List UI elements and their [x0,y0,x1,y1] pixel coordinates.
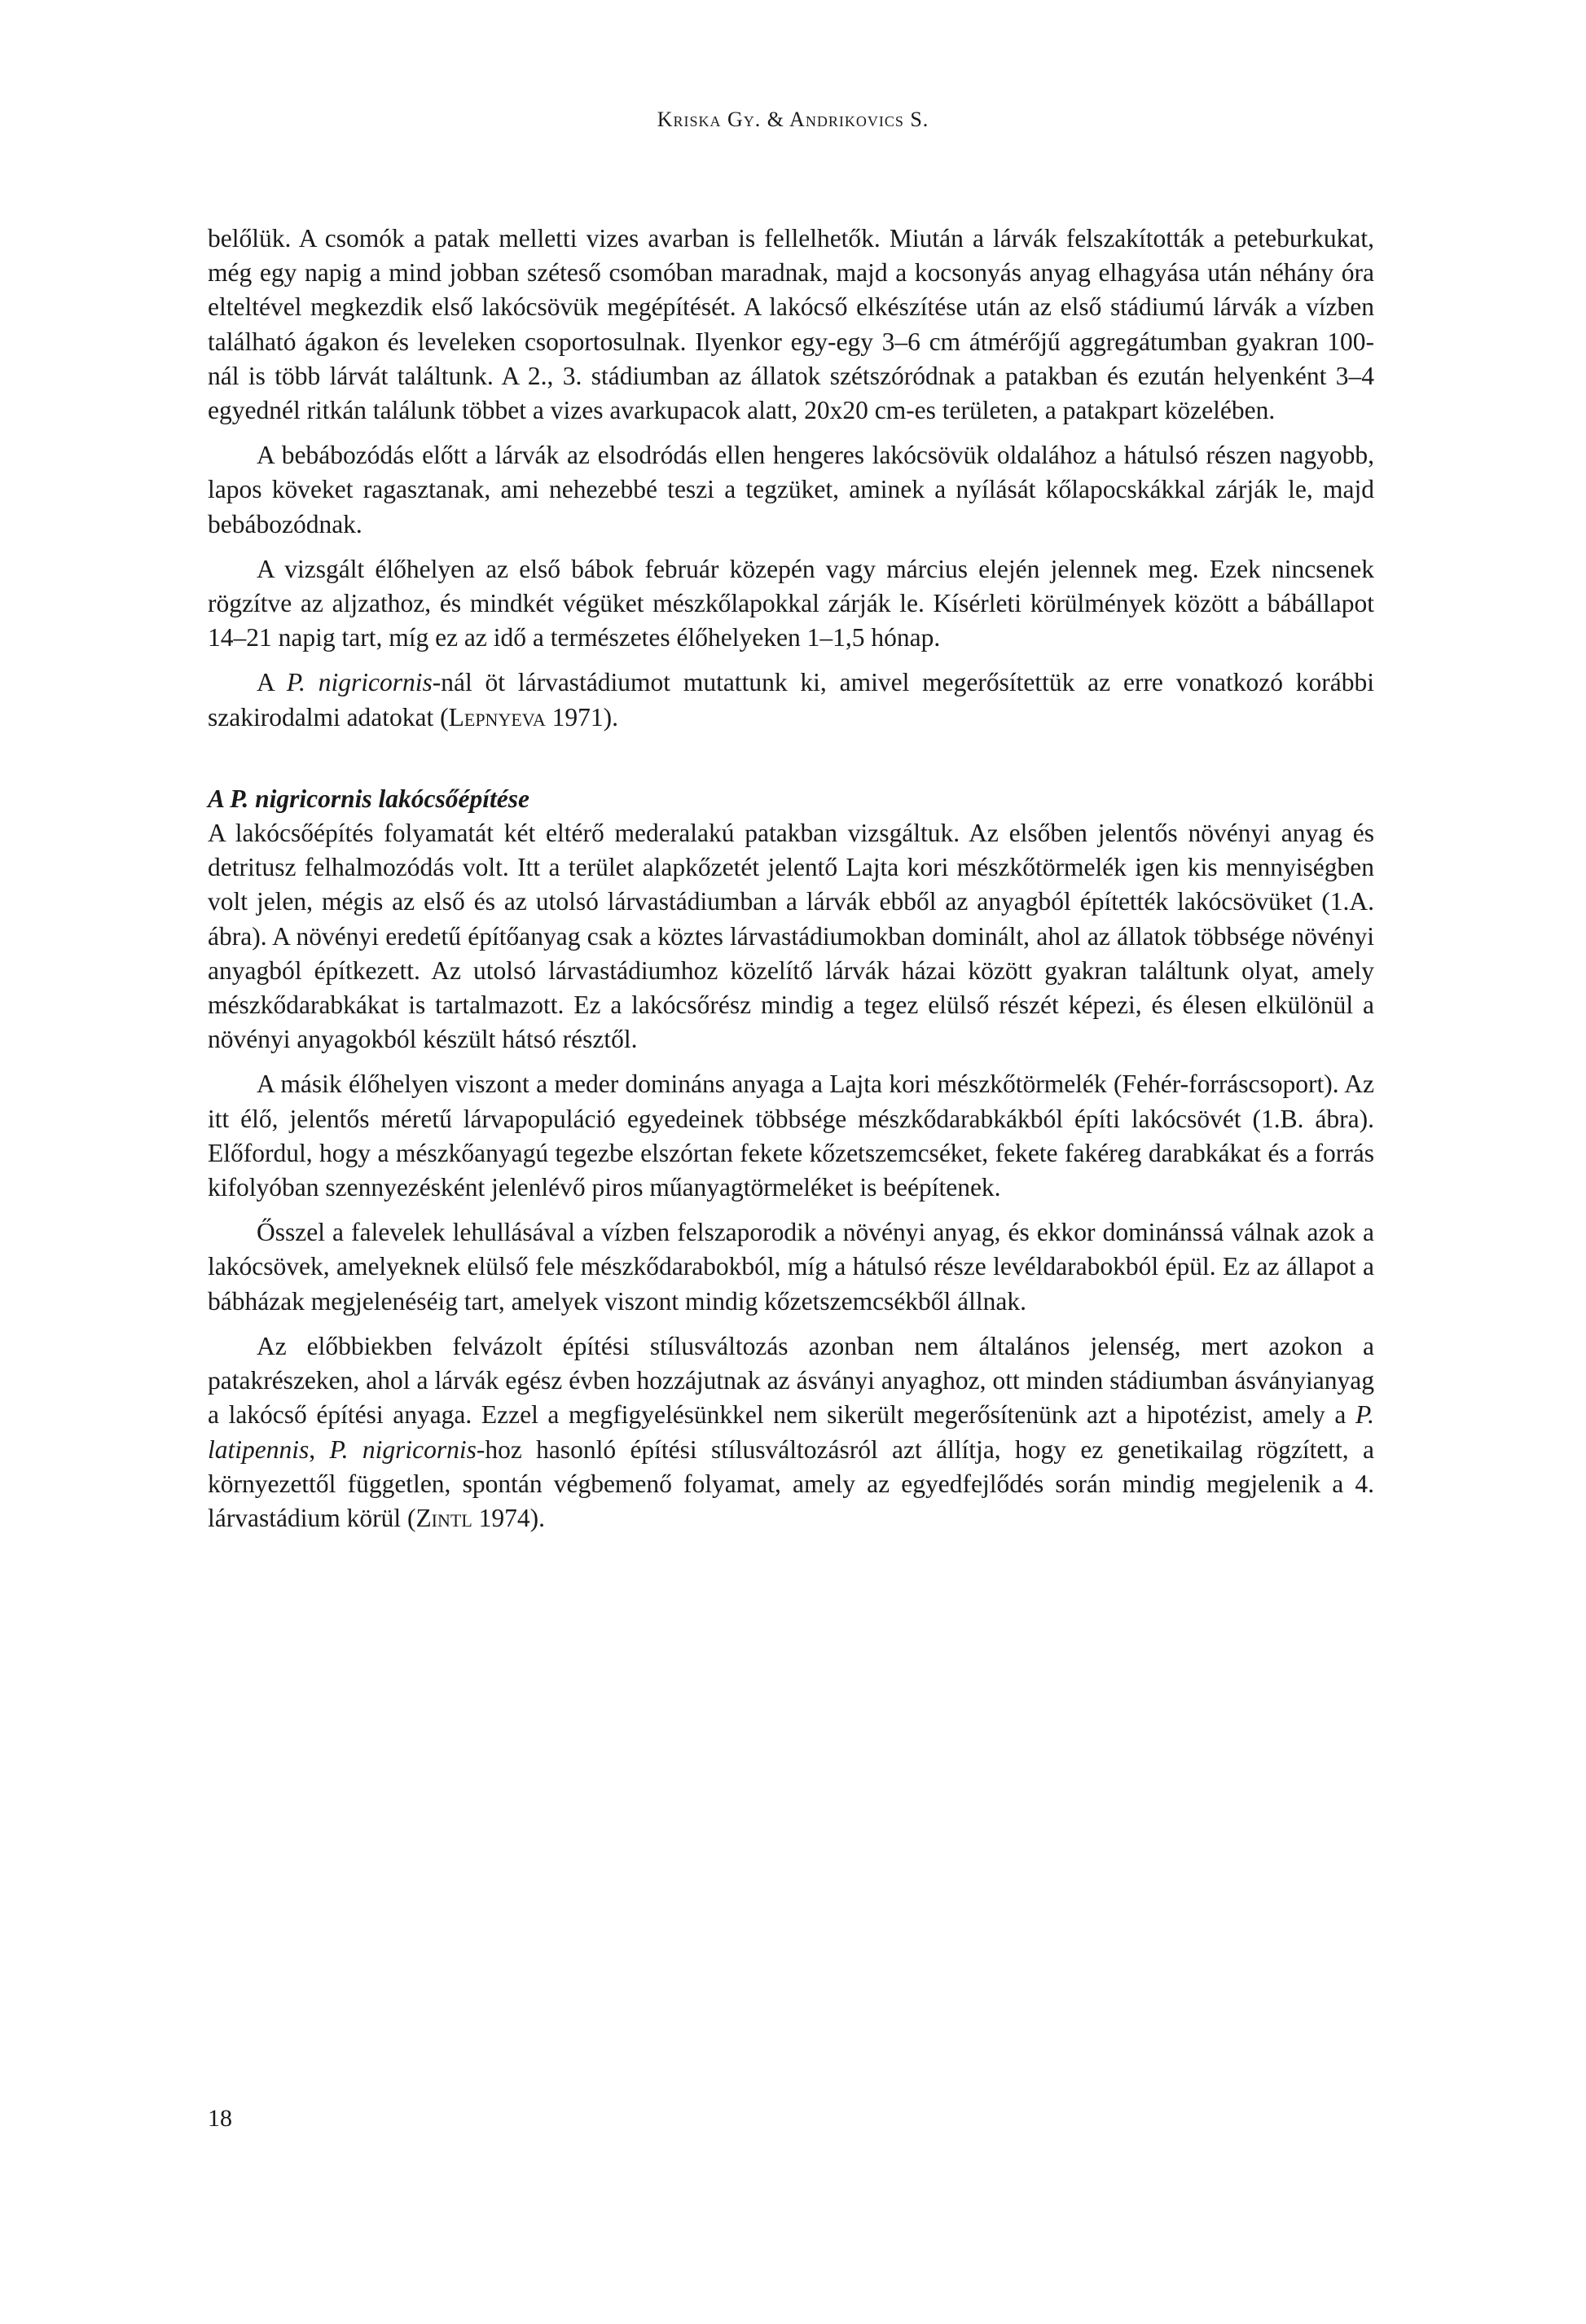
species-name: P. nigricornis [286,668,433,697]
citation-author-2: Zintl [415,1503,472,1532]
p4-text-c: 1971). [545,702,618,731]
section-heading: A P. nigricornis lakócsőépítése [208,784,529,813]
paragraph-2: A bebábozódás előtt a lárvák az elsodródás ellen hengeres lakócsövük oldalához a hátulsó részen nagyobb, lapos köveket ragasztanak, ami nehezebbé teszi a tegzüket, aminek a nyílását kőlapocskákkal zárják le, majd bebábozódnak. [208,441,1374,538]
article-body [208,222,1374,1535]
paragraph-6: A másik élőhelyen viszont a meder domináns anyaga a Lajta kori mészkőtörmelék (Fehér-forráscsoport). Az itt élő, jelentős méretű lárvapopuláció egyedeinek többsége mészkődarabkákból építi lakócsövét (1.B. ábra). Előfordul, hogy a mészkőanyagú tegezbe elszórtan fekete kőzetszemcséket, fekete fakéreg darabkákat és a forrás kifolyóban szennyezésként jelenlévő piros műanyagtörmeléket is beépítenek. [208,1070,1374,1202]
paragraph-8 [208,1329,1374,1535]
species-name-2: P. nigricornis [329,1434,477,1464]
citation-author: Lepnyeva [448,702,546,731]
paragraph-3: A vizsgált élőhelyen az első bábok február közepén vagy március elején jelennek meg. Ezek nincsenek rögzítve az aljzathoz, és mindkét végüket mészkőlapokkal zárják le. Kísérleti körülmények között a bábállapot 14–21 napig tart, míg ez az idő a természetes élőhelyeken 1–1,5 hónap. [208,554,1374,652]
p8-text-c: 1974). [472,1503,546,1532]
p8-text-b: -hoz hasonló építési stílusváltozásról azt állítja, hogy ez genetikailag rögzített, a környezettől független, spontán végbemenő folyamat, amely az egyedfejlődés során mindig megjelenik a 4. lárvastádium körül ( [208,1434,1374,1532]
p4-text-a: A [257,668,287,697]
running-head: Kriska Gy. & Andrikovics S. [657,108,929,131]
p4-text-b: -nál öt lárvastádiumot mutattunk ki, amivel megerősítettük az erre vonatkozó korábbi szakirodalmi adatokat ( [208,668,1374,731]
page-number: 18 [208,2105,232,2132]
paragraph-4 [208,666,1374,734]
paragraph-1: belőlük. A csomók a patak melletti vizes avarban is fellelhetők. Miután a lárvák felszakították a peteburkukat, még egy napig a mind jobban széteső csomóban maradnak, majd a kocsonyás anyag elhagyása után néhány óra elteltével megkezdik első lakócsövük megépítését. A lakócső elkészítése után az első stádiumú lárvák a vízben található ágakon és leveleken csoportosulnak. Ilyenkor egy-egy 3–6 cm átmérőjű aggregátumban gyakran 100-nál is több lárvát találtunk. A 2., 3. stádiumban az állatok szétszóródnak a patakban és ezután helyenként 3–4 egyednél ritkán találunk többet a vizes avarkupacok alatt, 20x20 cm-es területen, a patakpart közelében. [208,224,1374,425]
paragraph-7: Ősszel a falevelek lehullásával a vízben felszaporodik a növényi anyag, és ekkor dominánssá válnak azok a lakócsövek, amelyeknek elülső fele mészkődarabokból, míg a hátulsó része levéldarabokból épül. Ez az állapot a bábházak megjelenéséig tart, amelyek viszont mindig kőzetszemcsékből állnak. [208,1218,1374,1316]
p8-text-a: Az előbbiekben felvázolt építési stílusváltozás azonban nem általános jelenség, mert azokon a patakrészeken, ahol a lárvák egész évben hozzájutnak az ásványi anyaghoz, ott minden stádiumban ásványianyag a lakócső építési anyaga. Ezzel a megfigyelésünkkel nem sikerült megerősítenünk azt a hipotézist, amely a [208,1331,1374,1430]
p8-separator: , [309,1434,330,1464]
species-name-1: P. latipennis [208,1400,1374,1464]
paragraph-5: A lakócsőépítés folyamatát két eltérő mederalakú patakban vizsgáltuk. Az elsőben jelentős növényi anyag és detritusz felhalmozódás volt. Itt a terület alapkőzetét jelentő Lajta kori mészkőtörmelék igen kis mennyiségben volt jelen, mégis az első és az utolsó lárvastádiumban a lárvák ebből az anyagból építették lakócsövüket (1.A. ábra). A növényi eredetű építőanyag csak a köztes lárvastádiumokban dominált, ahol az állatok többsége növényi anyagból építkezett. Az utolsó lárvastádiumhoz közelítő lárvák házai között gyakran találtunk olyat, amely mészkődarabkákat is tartalmazott. Ez a lakócsőrész mindig a tegez elülső részét képezi, és élesen elkülönül a növényi anyagokból készült hátsó résztől. [208,819,1374,1054]
